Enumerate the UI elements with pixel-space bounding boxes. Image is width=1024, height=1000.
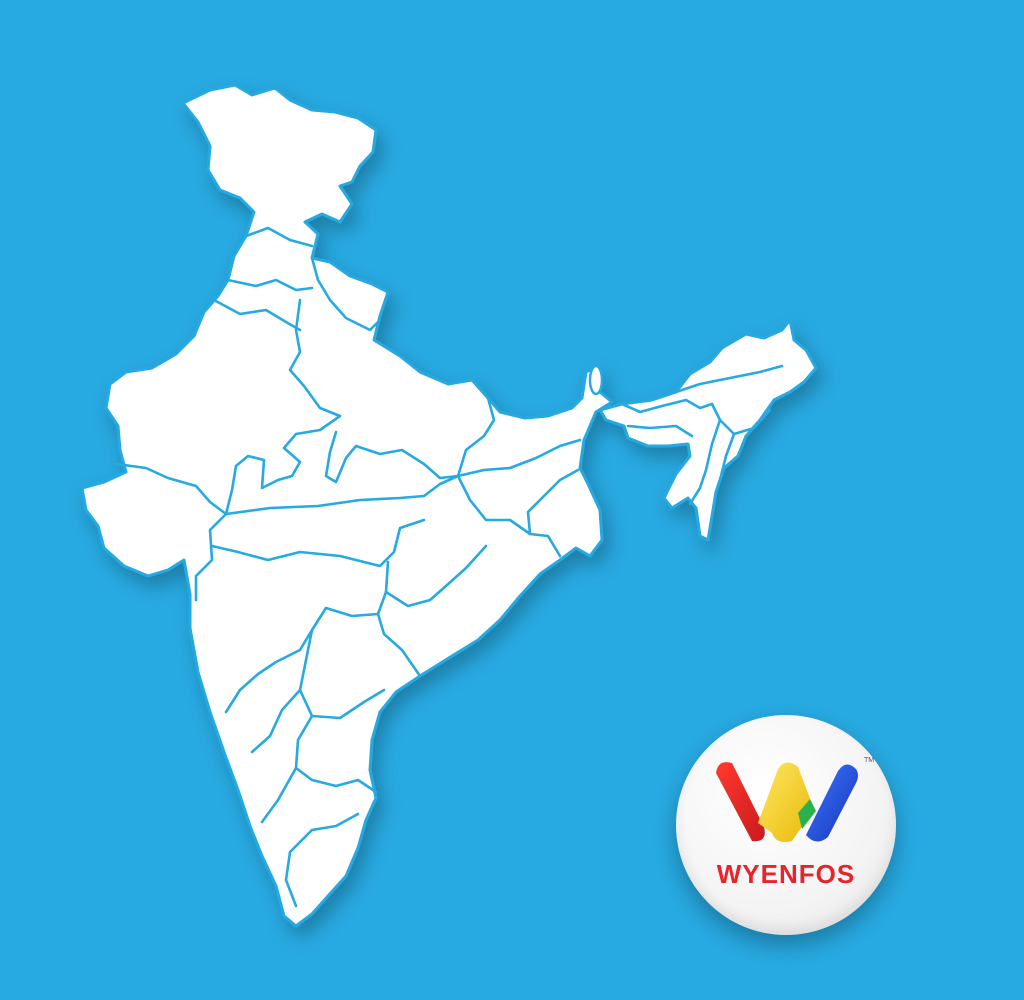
logo-yellow-stroke <box>758 762 814 842</box>
india-northeast <box>600 320 816 540</box>
wyenfos-badge <box>676 715 896 935</box>
logo-red-stroke <box>716 762 765 841</box>
lake-shape <box>590 366 602 394</box>
india-mainland <box>82 85 612 926</box>
logo-blue-stroke <box>806 764 858 841</box>
trademark-mark: TM <box>864 757 875 764</box>
brand-name: WYENFOS <box>716 859 856 889</box>
wyenfos-logo-icon <box>706 753 866 853</box>
